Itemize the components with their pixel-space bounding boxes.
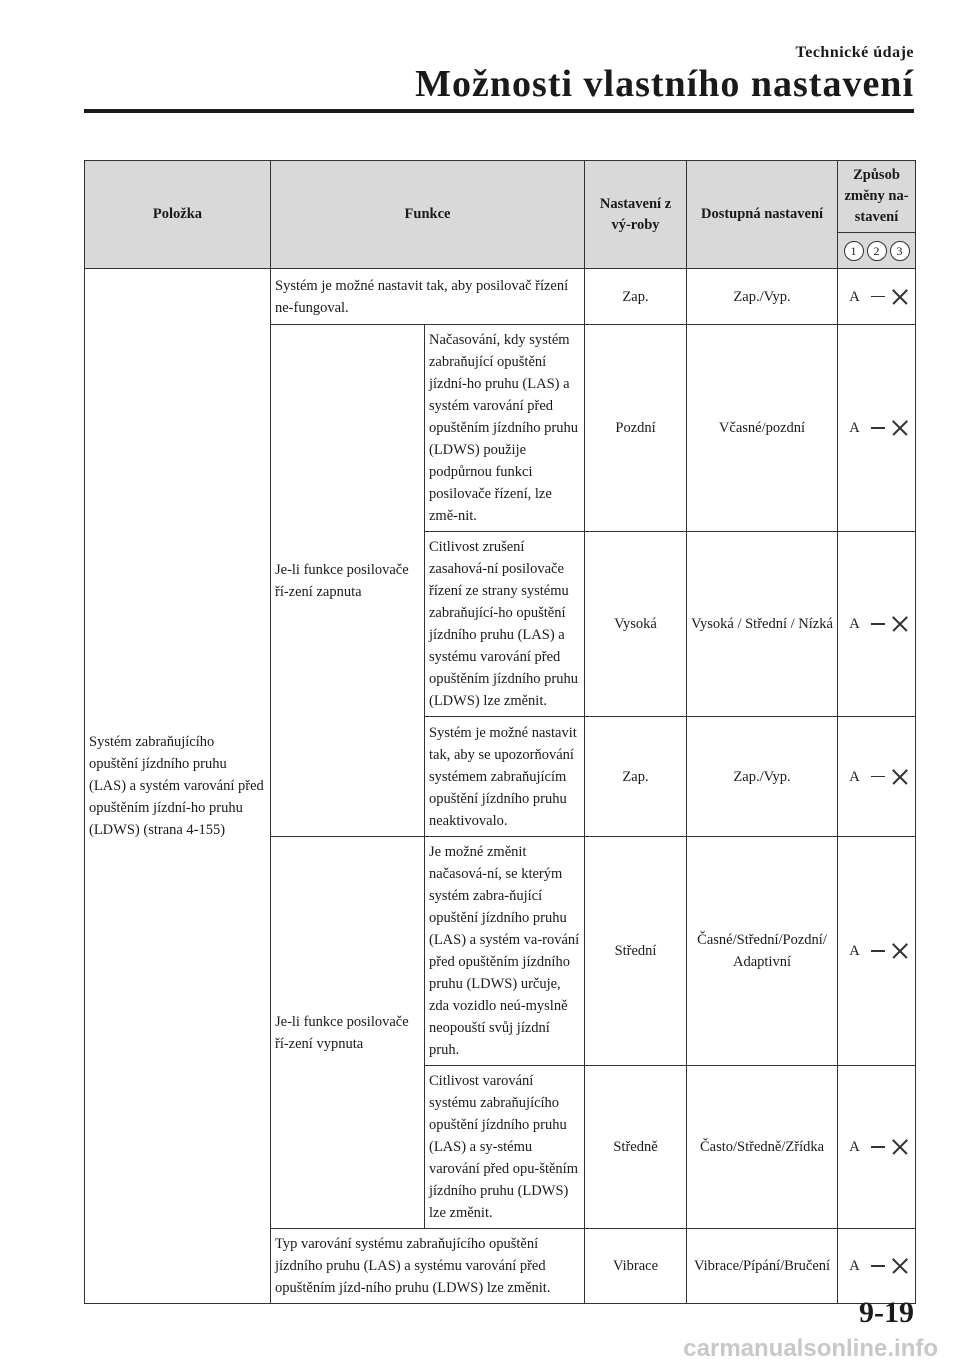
available-settings-cell: Často/Středně/Zřídka	[687, 1066, 838, 1229]
function-cell: Systém je možné nastavit tak, aby se upozorňování systémem zabraňujícím opuštění jízdního pruhu neaktivovalo.	[425, 717, 585, 837]
section-label: Technické údaje	[795, 44, 914, 61]
factory-setting-cell: Zap.	[585, 717, 687, 837]
table-row	[85, 269, 916, 325]
header-available-settings: Dostupná nastavení	[687, 161, 838, 269]
available-settings-cell: Časné/Střední/Pozdní/ Adaptivní	[687, 837, 838, 1066]
page-title: Možnosti vlastního nastavení	[415, 63, 914, 105]
function-cell: Citlivost zrušení zasahová-ní posilovače řízení ze strany systému zabraňující-ho opuštění jízdního pruhu (LAS) a systému varování před opuštěním jízdního pruhu (LDWS) lze změnit.	[425, 532, 585, 717]
method-a: A	[849, 943, 860, 959]
dash-icon	[871, 427, 885, 429]
method-cell	[838, 1066, 916, 1229]
cross-icon	[892, 616, 908, 632]
header-factory-setting: Nastavení z vý-roby	[585, 161, 687, 269]
factory-setting-cell: Vysoká	[585, 532, 687, 717]
group-power-steering-on: Je-li funkce posilovače ří-zení zapnuta	[271, 325, 425, 837]
factory-setting-cell: Střední	[585, 837, 687, 1066]
method-a: A	[849, 288, 860, 305]
dash-icon	[871, 296, 885, 298]
settings-table	[84, 160, 916, 1304]
factory-setting-cell: Zap.	[585, 269, 687, 325]
page-number: 9-19	[859, 1296, 914, 1329]
header-method-numbers	[838, 233, 916, 269]
available-settings-cell: Včasné/pozdní	[687, 325, 838, 532]
cross-icon	[892, 420, 908, 436]
method-cell	[838, 325, 916, 532]
dash-icon	[871, 1265, 885, 1267]
function-cell: Typ varování systému zabraňujícího opuštění jízdního pruhu (LAS) a systému varování před opuštěním jízd-ního pruhu (LDWS) lze změnit.	[271, 1229, 585, 1304]
watermark: carmanualsonline.info	[683, 1335, 938, 1362]
method-a: A	[849, 616, 860, 632]
function-cell: Je možné změnit načasová-ní, se kterým systém zabra-ňující opuštění jízdního pruhu (LAS) a systém va-rování před opuštěním jízdního pruhu (LDWS) určuje, zda vozidlo neú-myslně neopouští svůj jízdní pruh.	[425, 837, 585, 1066]
method-a: A	[849, 768, 860, 785]
available-settings-cell: Vysoká / Střední / Nízká	[687, 532, 838, 717]
factory-setting-cell: Pozdní	[585, 325, 687, 532]
available-settings-cell: Zap./Vyp.	[687, 269, 838, 325]
header-item: Položka	[85, 161, 271, 269]
available-settings-cell: Vibrace/Pípání/Bručení	[687, 1229, 838, 1304]
cross-icon	[892, 289, 908, 305]
group-power-steering-off: Je-li funkce posilovače ří-zení vypnuta	[271, 837, 425, 1229]
available-settings-cell: Zap./Vyp.	[687, 717, 838, 837]
method-cell	[838, 837, 916, 1066]
factory-setting-cell: Vibrace	[585, 1229, 687, 1304]
factory-setting-cell: Středně	[585, 1066, 687, 1229]
method-cell	[838, 269, 916, 325]
header-function: Funkce	[271, 161, 585, 269]
cross-icon	[892, 1139, 908, 1155]
cross-icon	[892, 769, 908, 785]
method-3-icon: 3	[890, 241, 910, 261]
cross-icon	[892, 1258, 908, 1274]
function-cell: Systém je možné nastavit tak, aby posilovač řízení ne-fungoval.	[271, 269, 585, 325]
method-cell	[838, 532, 916, 717]
method-cell	[838, 717, 916, 837]
cross-icon	[892, 943, 908, 959]
method-a: A	[849, 1139, 860, 1155]
header-change-method: Způsob změny na-stavení	[838, 161, 916, 233]
method-a: A	[849, 1258, 860, 1274]
method-1-icon: 1	[844, 241, 864, 261]
function-cell: Načasování, kdy systém zabraňující opuštění jízdní-ho pruhu (LAS) a systém varování před opuštěním jízdního pruhu (LDWS) použije podpůrnou funkci posilovače řízení, lze změ-nit.	[425, 325, 585, 532]
method-cell	[838, 1229, 916, 1304]
title-rule	[84, 109, 914, 113]
dash-icon	[871, 776, 885, 778]
dash-icon	[871, 950, 885, 952]
dash-icon	[871, 623, 885, 625]
method-a: A	[849, 420, 860, 436]
function-cell: Citlivost varování systému zabraňujícího opuštění jízdního pruhu (LAS) a sy-stému varování před opu-štěním jízdního pruhu (LDWS) lze změnit.	[425, 1066, 585, 1229]
item-cell: Systém zabraňujícího opuštění jízdního pruhu (LAS) a systém varování před opuštěním jízdní-ho pruhu (LDWS) (strana 4-155)	[85, 269, 271, 1304]
dash-icon	[871, 1146, 885, 1148]
method-2-icon: 2	[867, 241, 887, 261]
